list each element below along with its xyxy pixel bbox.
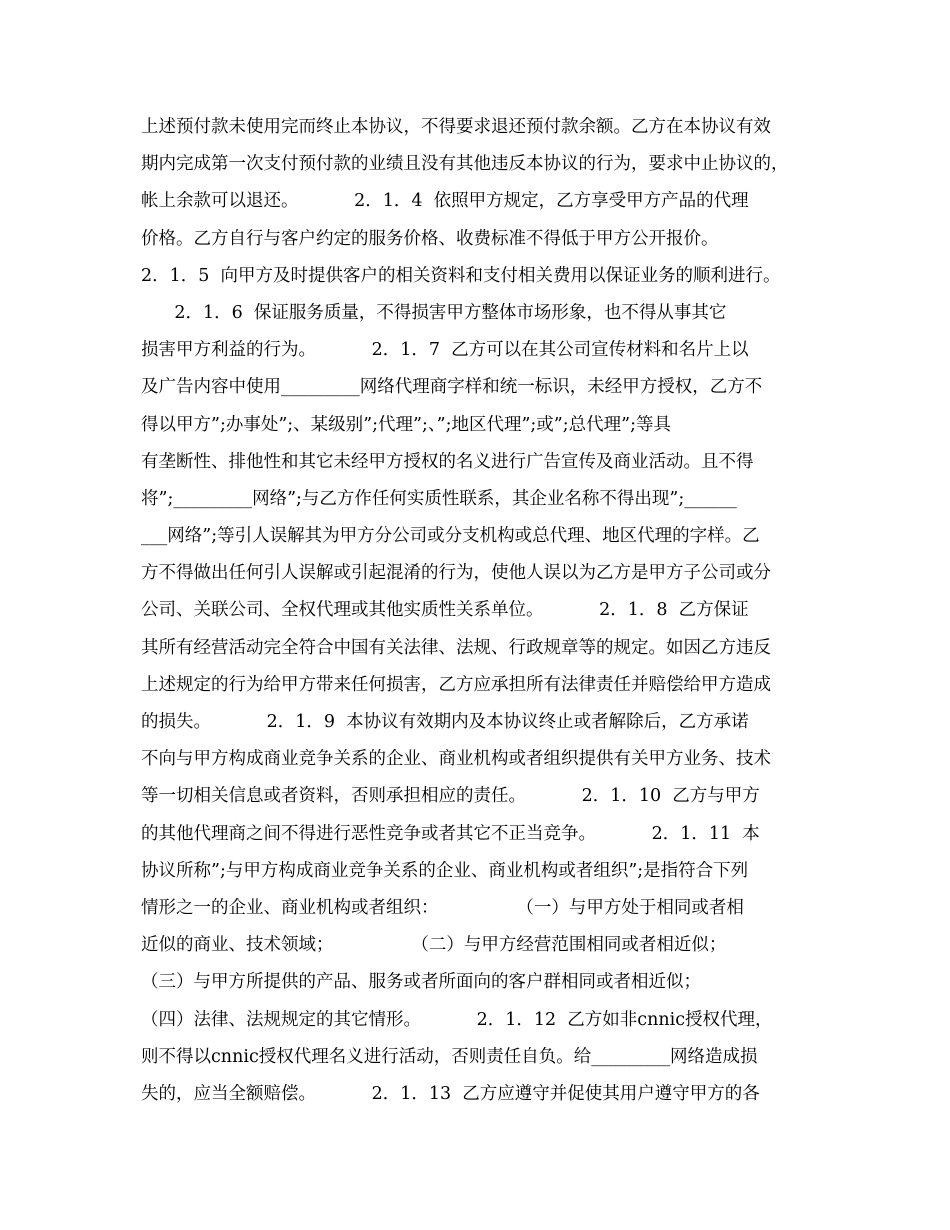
text-line: 帐上余款可以退还。 2．1．4 依照甲方规定，乙方享受甲方产品的代理 [141,191,749,212]
text-line: （三）与甲方所提供的产品、服务或者所面向的客户群相同或者相近似； [141,972,701,993]
contract-body [141,109,821,1113]
text-line: 期内完成第一次支付预付款的业绩且没有其他违反本协议的行为，要求中止协议的， [141,154,789,175]
text-line: 2．1．5 向甲方及时提供客户的相关资料和支付相关费用以保证业务的顺利进行。 [141,265,781,286]
text-line: 不向与甲方构成商业竞争关系的企业、商业机构或者组织提供有关甲方业务、技术 [141,749,771,770]
text-line: 得以甲方”;办事处”;、某级别”;代理”;、”;地区代理”;或”;总代理”;等具 [141,414,671,435]
text-line: 近似的商业、技术领域； （二）与甲方经营范围相同或者相近似； [141,935,727,956]
text-line: 的其他代理商之间不得进行恶性竞争或者其它不正当竞争。 2．1．11 本 [141,823,760,844]
text-line: 其所有经营活动完全符合中国有关法律、法规、行政规章等的规定。如因乙方违反 [141,637,771,658]
text-line: 将”;_________网络”;与乙方作任何实质性联系，其企业名称不得出现”;______ [141,488,737,509]
text-line: 则不得以cnnic授权代理名义进行活动，否则责任自负。给_________网络造成损 [141,1046,758,1067]
text-line: 的损失。 2．1．9 本协议有效期内及本协议终止或者解除后，乙方承诺 [141,712,749,732]
text-line: 等一切相关信息或者资料，否则承担相应的责任。 2．1．10 乙方与甲方 [141,786,760,807]
text-line: 协议所称”;与甲方构成商业竞争关系的企业、商业机构或者组织”;是指符合下列 [141,860,749,881]
text-line: 上述规定的行为给甲方带来任何损害，乙方应承担所有法律责任并赔偿给甲方造成 [141,674,771,695]
text-line: 价格。乙方自行与客户约定的服务价格、收费标准不得低于甲方公开报价。 [141,228,719,249]
text-line: 有垄断性、排他性和其它未经甲方授权的名义进行广告宣传及商业活动。且不得 [141,451,754,472]
text-line: 公司、关联公司、全权代理或其他实质性关系单位。 2．1．8 乙方保证 [141,600,749,621]
text-line: （四）法律、法规规定的其它情形。 2．1．12 乙方如非cnnic授权代理， [141,1009,773,1030]
text-line: 及广告内容中使用_________网络代理商字样和统一标识，未经甲方授权，乙方不 [141,377,763,398]
text-line: 方不得做出任何引人误解或引起混淆的行为，使他人误以为乙方是甲方子公司或分 [141,563,771,584]
text-line: 损害甲方利益的行为。 2．1．7 乙方可以在其公司宣传材料和名片上以 [141,340,749,361]
text-line: 失的，应当全额赔偿。 2．1．13 乙方应遵守并促使其用户遵守甲方的各 [141,1083,760,1104]
text-line: 情形之一的企业、商业机构或者组织： （一）与甲方处于相同或者相 [141,897,744,918]
text-line: 2．1．6 保证服务质量，不得损害甲方整体市场形象，也不得从事其它 [141,302,727,323]
text-line: 上述预付款未使用完而终止本协议，不得要求退还预付款余额。乙方在本协议有效 [141,117,771,137]
text-line: ___网络”;等引人误解其为甲方分公司或分支机构或总代理、地区代理的字样。乙 [141,526,760,547]
